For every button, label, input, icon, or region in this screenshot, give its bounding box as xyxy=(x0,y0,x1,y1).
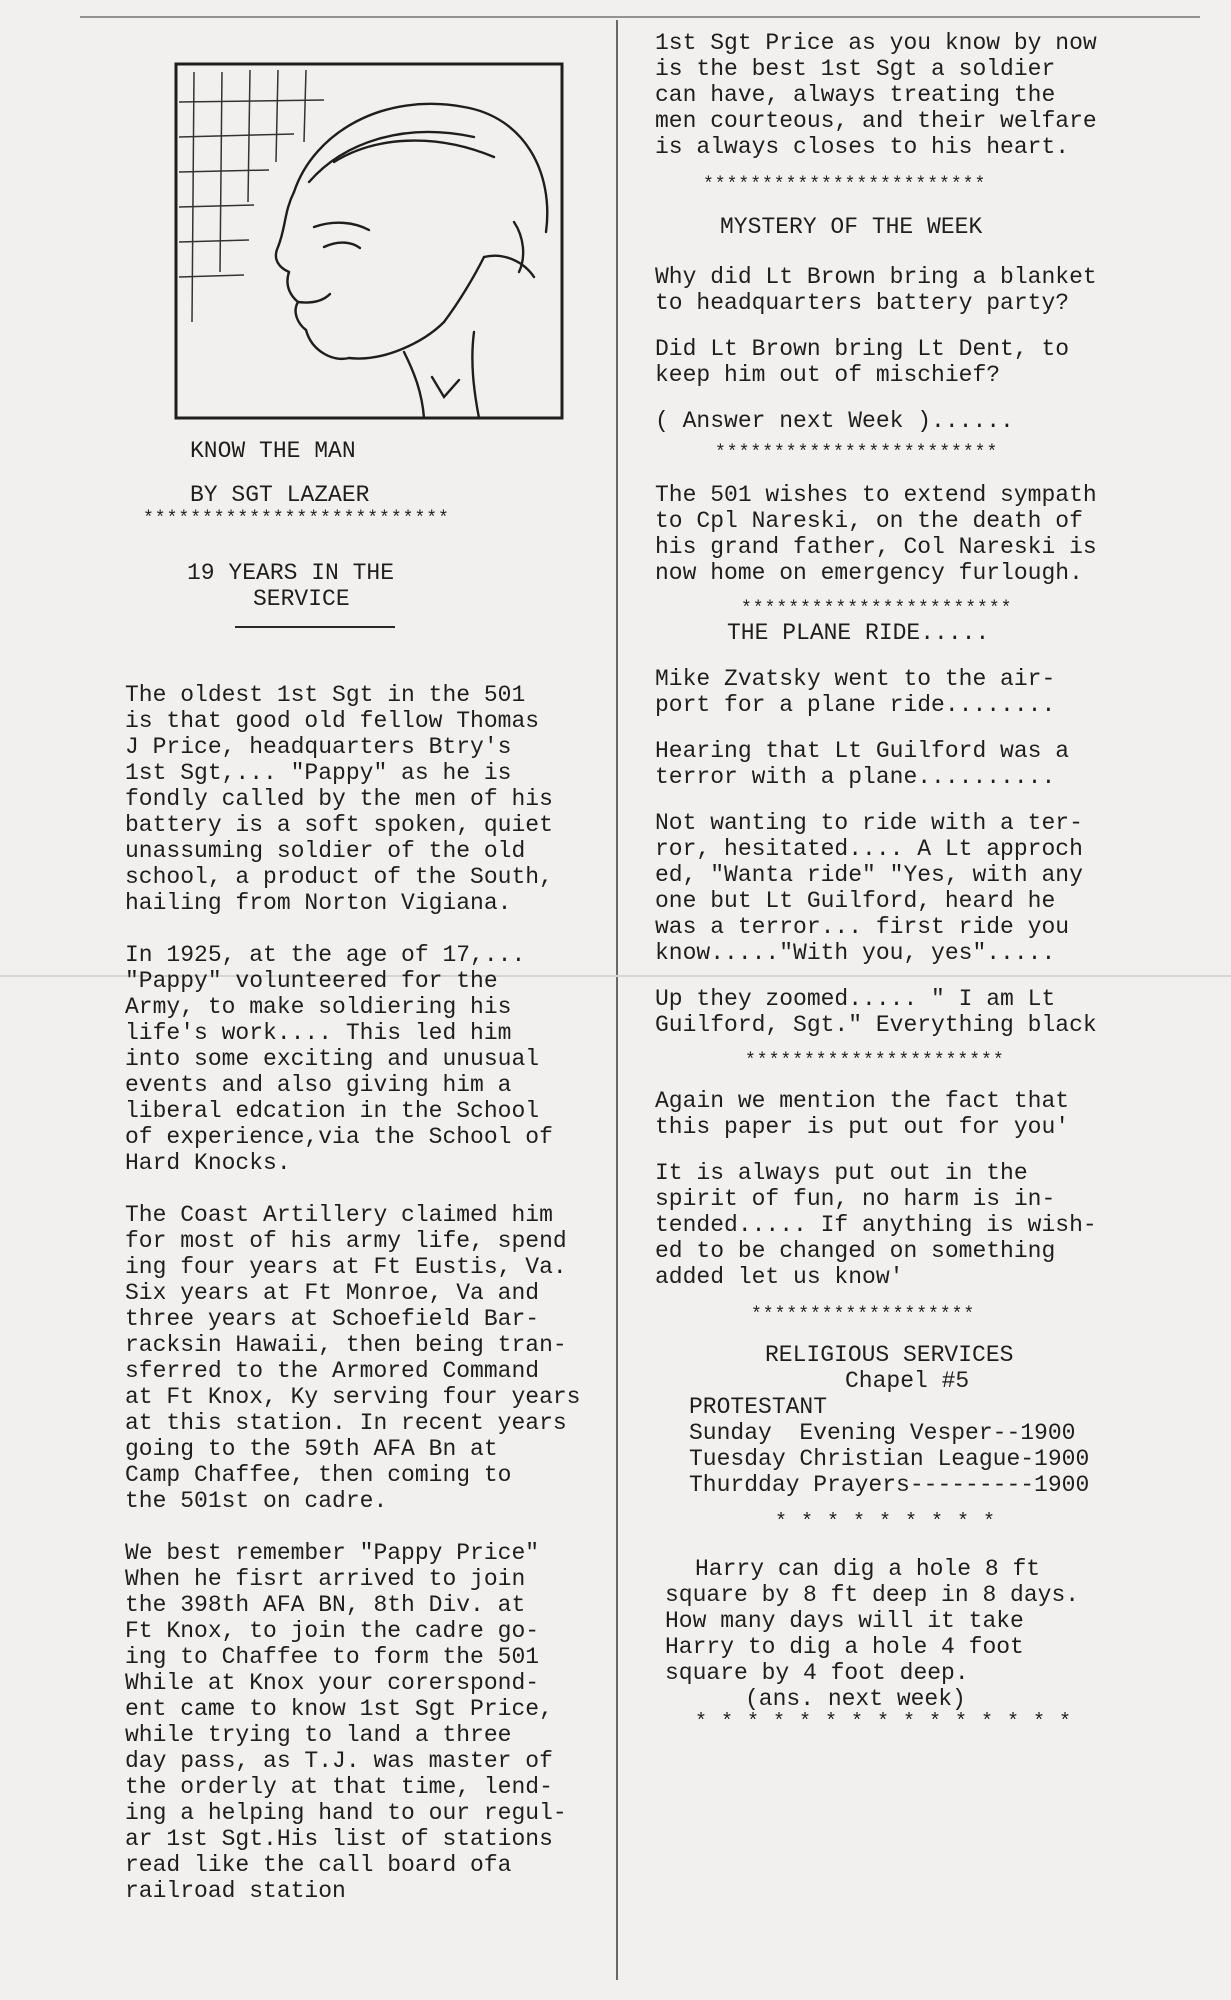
text-line: We best remember "Pappy Price" xyxy=(125,1540,540,1566)
stars-divider: *********************** xyxy=(741,599,1013,619)
text-line: men courteous, and their welfare xyxy=(655,108,1097,134)
text-line: spirit of fun, no harm is in- xyxy=(655,1186,1056,1212)
text-line: for most of his army life, spend xyxy=(125,1228,567,1254)
text-line: of experience,via the School of xyxy=(125,1124,553,1150)
text-line: square by 8 ft deep in 8 days. xyxy=(665,1582,1080,1608)
service-line: Tuesday Christian League-1900 xyxy=(689,1446,1090,1472)
text-line: Guilford, Sgt." Everything black xyxy=(655,1012,1097,1038)
text-line: port for a plane ride........ xyxy=(655,692,1056,718)
text-line: square by 4 foot deep. xyxy=(665,1660,969,1686)
subtitle-line-1: 19 YEARS IN THE xyxy=(187,560,395,586)
mystery-question-2 xyxy=(655,336,1215,388)
stars-divider: ************************ xyxy=(715,443,999,463)
price-closing-paragraph xyxy=(655,30,1215,160)
text-line: ent came to know 1st Sgt Price, xyxy=(125,1696,553,1722)
text-line: read like the call board ofa xyxy=(125,1852,512,1878)
services-schedule xyxy=(689,1394,1215,1498)
text-line: school, a product of the South, xyxy=(125,864,553,890)
text-line: three years at Schoefield Bar- xyxy=(125,1306,540,1332)
text-line: The 501 wishes to extend sympath xyxy=(655,482,1097,508)
text-line: the orderly at that time, lend- xyxy=(125,1774,553,1800)
text-line: to Cpl Nareski, on the death of xyxy=(655,508,1083,534)
text-line: unassuming soldier of the old xyxy=(125,838,526,864)
text-line: J Price, headquarters Btry's xyxy=(125,734,512,760)
stars-divider: ********************** xyxy=(745,1051,1005,1071)
again-paragraph-1 xyxy=(655,1088,1215,1140)
text-line: to headquarters battery party? xyxy=(655,290,1070,316)
left-column xyxy=(125,40,615,1930)
mystery-title: MYSTERY OF THE WEEK xyxy=(720,214,983,240)
text-line: 1st Sgt Price as you know by now xyxy=(655,30,1097,56)
stars-divider: ******************* xyxy=(751,1305,976,1325)
text-line: Six years at Ft Monroe, Va and xyxy=(125,1280,540,1306)
text-line: sferred to the Armored Command xyxy=(125,1358,540,1384)
stars-divider: * * * * * * * * * * * * * * * xyxy=(695,1711,1073,1734)
text-line: this paper is put out for you' xyxy=(655,1114,1070,1140)
text-line: at Ft Knox, Ky serving four years xyxy=(125,1384,581,1410)
text-line: day pass, as T.J. was master of xyxy=(125,1748,553,1774)
mystery-question-1 xyxy=(655,264,1215,316)
stars-divider: ************************ xyxy=(703,175,987,195)
text-line: In 1925, at the age of 17,... xyxy=(125,942,526,968)
text-line: Why did Lt Brown bring a blanket xyxy=(655,264,1097,290)
text-line: railroad station xyxy=(125,1878,346,1904)
text-line: the 398th AFA BN, 8th Div. at xyxy=(125,1592,526,1618)
text-line: Harry to dig a hole 4 foot xyxy=(665,1634,1024,1660)
text-line: liberal edcation in the School xyxy=(125,1098,540,1124)
column-divider xyxy=(616,20,618,1980)
text-line: ing a helping hand to our regul- xyxy=(125,1800,567,1826)
text-line: While at Knox your corerspond- xyxy=(125,1670,540,1696)
text-line: terror with a plane.......... xyxy=(655,764,1056,790)
text-line: Hard Knocks. xyxy=(125,1150,291,1176)
text-line: 1st Sgt,... "Pappy" as he is xyxy=(125,760,512,786)
text-line: is always closes to his heart. xyxy=(655,134,1070,160)
text-line: When he fisrt arrived to join xyxy=(125,1566,526,1592)
plane-ride-paragraph-3 xyxy=(655,810,1215,966)
article-paragraph-4 xyxy=(125,1540,615,1904)
text-line: Camp Chaffee, then coming to xyxy=(125,1462,512,1488)
text-line: can have, always treating the xyxy=(655,82,1056,108)
text-line: fondly called by the men of his xyxy=(125,786,553,812)
text-line: events and also giving him a xyxy=(125,1072,512,1098)
mystery-answer-note: ( Answer next Week )...... xyxy=(655,408,1014,434)
text-line: his grand father, Col Nareski is xyxy=(655,534,1097,560)
text-line: The oldest 1st Sgt in the 501 xyxy=(125,682,526,708)
text-line: Army, to make soldiering his xyxy=(125,994,512,1020)
text-line: Hearing that Lt Guilford was a xyxy=(655,738,1070,764)
article-paragraph-2 xyxy=(125,942,615,1176)
service-line: Sunday Evening Vesper--1900 xyxy=(689,1420,1076,1446)
text-line: is the best 1st Sgt a soldier xyxy=(655,56,1056,82)
text-line: Mike Zvatsky went to the air- xyxy=(655,666,1056,692)
top-rule xyxy=(80,16,1200,18)
text-line: tended..... If anything is wish- xyxy=(655,1212,1097,1238)
text-line: into some exciting and unusual xyxy=(125,1046,540,1072)
text-line: was a terror... first ride you xyxy=(655,914,1070,940)
text-line: Ft Knox, to join the cadre go- xyxy=(125,1618,540,1644)
text-line: ing four years at Ft Eustis, Va. xyxy=(125,1254,567,1280)
stars-divider: ************************** xyxy=(143,509,450,529)
plane-ride-paragraph-1 xyxy=(655,666,1215,718)
text-line: while trying to land a three xyxy=(125,1722,512,1748)
service-line: PROTESTANT xyxy=(689,1394,828,1420)
article-paragraph-3 xyxy=(125,1202,615,1514)
service-line: Thurdday Prayers---------1900 xyxy=(689,1472,1090,1498)
text-line: It is always put out in the xyxy=(655,1160,1028,1186)
article-paragraph-1 xyxy=(125,682,615,916)
text-line: one but Lt Guilford, heard he xyxy=(655,888,1056,914)
right-column xyxy=(655,30,1215,1734)
text-line: ed, "Wanta ride" "Yes, with any xyxy=(655,862,1083,888)
text-line: Not wanting to ride with a ter- xyxy=(655,810,1083,836)
text-line: at this station. In recent years xyxy=(125,1410,567,1436)
text-line: battery is a soft spoken, quiet xyxy=(125,812,553,838)
text-line: "Pappy" volunteered for the xyxy=(125,968,498,994)
text-line: ar 1st Sgt.His list of stations xyxy=(125,1826,553,1852)
text-line: How many days will it take xyxy=(665,1608,1024,1634)
text-line: hailing from Norton Vigiana. xyxy=(125,890,512,916)
again-paragraph-2 xyxy=(655,1160,1215,1290)
text-line: keep him out of mischief? xyxy=(655,362,1001,388)
text-line: now home on emergency furlough. xyxy=(655,560,1083,586)
text-line: going to the 59th AFA Bn at xyxy=(125,1436,498,1462)
text-line: ing to Chaffee to form the 501 xyxy=(125,1644,540,1670)
text-line: the 501st on cadre. xyxy=(125,1488,388,1514)
text-line: ed to be changed on something xyxy=(655,1238,1056,1264)
text-line: Again we mention the fact that xyxy=(655,1088,1070,1114)
text-line: The Coast Artillery claimed him xyxy=(125,1202,553,1228)
digging-puzzle xyxy=(665,1556,1215,1712)
text-line: know....."With you, yes"..... xyxy=(655,940,1056,966)
sympathy-paragraph xyxy=(655,482,1215,586)
subtitle-line-2: SERVICE xyxy=(253,586,350,612)
text-line: racksin Hawaii, then being tran- xyxy=(125,1332,567,1358)
chapel-label: Chapel #5 xyxy=(845,1368,970,1394)
plane-ride-paragraph-2 xyxy=(655,738,1215,790)
plane-ride-title: THE PLANE RIDE..... xyxy=(727,620,990,646)
text-line: is that good old fellow Thomas xyxy=(125,708,540,734)
text-line: added let us know' xyxy=(655,1264,904,1290)
text-line: Up they zoomed..... " I am Lt xyxy=(655,986,1056,1012)
text-line: ror, hesitated.... A Lt approch xyxy=(655,836,1083,862)
religious-services-title: RELIGIOUS SERVICES xyxy=(765,1342,1014,1368)
stars-divider: * * * * * * * * * xyxy=(775,1511,997,1534)
byline: BY SGT LAZAER xyxy=(190,482,370,508)
text-line: Harry can dig a hole 8 ft xyxy=(695,1556,1041,1582)
plane-ride-paragraph-4 xyxy=(655,986,1215,1038)
text-line: Did Lt Brown bring Lt Dent, to xyxy=(655,336,1070,362)
puzzle-answer-note: (ans. next week) xyxy=(745,1686,966,1712)
know-the-man-heading: KNOW THE MAN xyxy=(190,438,356,464)
text-line: life's work.... This led him xyxy=(125,1020,512,1046)
